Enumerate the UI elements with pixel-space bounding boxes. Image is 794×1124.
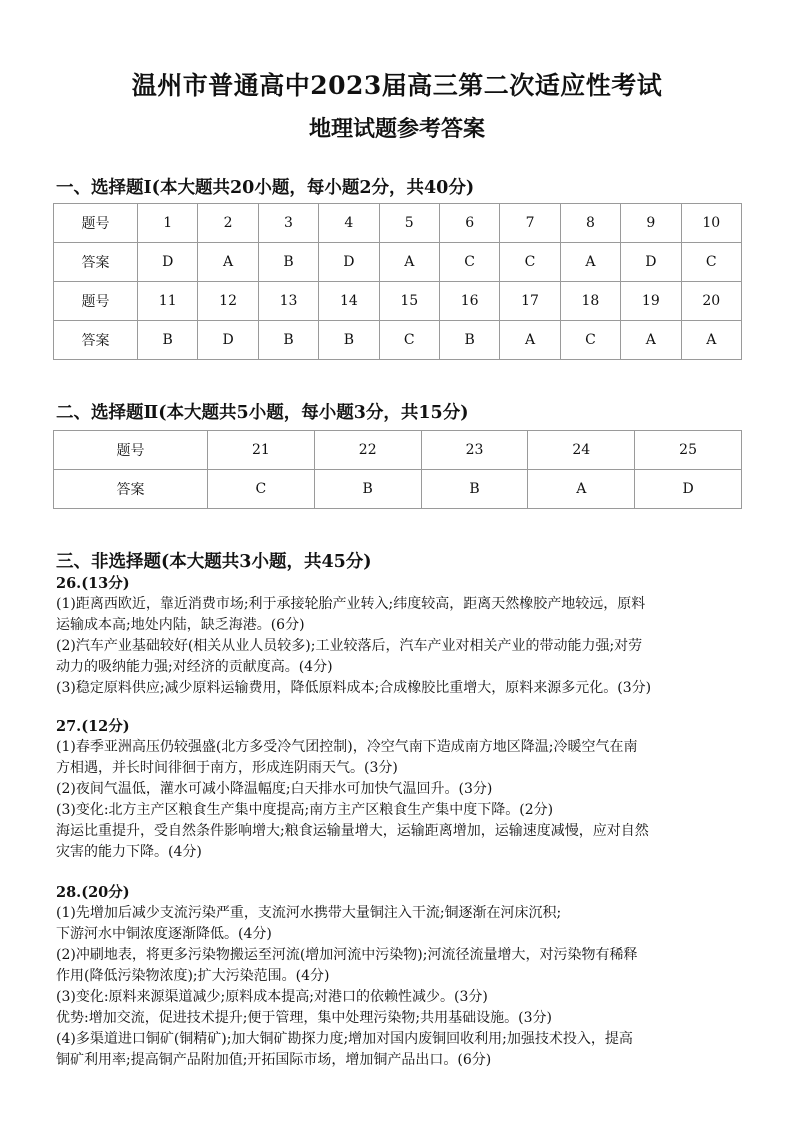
question-number: 21 bbox=[208, 431, 315, 470]
answer-cell: A bbox=[681, 321, 741, 360]
answer-line: (3)稳定原料供应;减少原料运输费用，降低原料成本;合成橡胶比重增大，原料来源多元化。(3分) bbox=[56, 680, 652, 696]
question-number: 10 bbox=[681, 204, 741, 243]
question-number: 12 bbox=[198, 282, 258, 321]
question-number: 11 bbox=[138, 282, 198, 321]
question-28 bbox=[56, 882, 746, 1071]
answer-cell: B bbox=[421, 470, 528, 509]
table-row bbox=[54, 470, 742, 509]
answer-line: 动力的吸纳能力强;对经济的贡献度高。(4分) bbox=[56, 659, 333, 675]
question-number: 9 bbox=[621, 204, 681, 243]
answer-cell: C bbox=[500, 243, 560, 282]
answer-line: 方相遇，并长时间徘徊于南方，形成连阴雨天气。(3分) bbox=[56, 760, 398, 776]
row-label: 题号 bbox=[54, 204, 138, 243]
row-label: 答案 bbox=[54, 321, 138, 360]
answer-cell: B bbox=[258, 243, 318, 282]
question-number: 23 bbox=[421, 431, 528, 470]
row-label: 题号 bbox=[54, 431, 208, 470]
answer-line: (1)春季亚洲高压仍较强盛(北方多受冷气团控制)，冷空气南下造成南方地区降温;冷暖空气在南 bbox=[56, 739, 638, 755]
question-number: 18 bbox=[560, 282, 620, 321]
section3-heading: 三、非选择题(本大题共3小题，共45分) bbox=[56, 552, 372, 572]
table-row bbox=[54, 243, 742, 282]
answer-line: (3)变化:原料来源渠道减少;原料成本提高;对港口的依赖性减少。(3分) bbox=[56, 989, 488, 1005]
answer-line: (2)夜间气温低，灌水可减小降温幅度;白天排水可加快气温回升。(3分) bbox=[56, 781, 493, 797]
answer-cell: A bbox=[198, 243, 258, 282]
section1-heading: 一、选择题Ⅰ(本大题共20小题，每小题2分，共40分) bbox=[56, 178, 475, 198]
answer-line: (1)先增加后减少支流污染严重，支流河水携带大量铜注入干流;铜逐渐在河床沉积; bbox=[56, 905, 562, 921]
answer-cell: D bbox=[319, 243, 379, 282]
answer-cell: B bbox=[258, 321, 318, 360]
row-label: 答案 bbox=[54, 470, 208, 509]
answer-cell: B bbox=[319, 321, 379, 360]
answer-cell: A bbox=[379, 243, 439, 282]
answer-line: (3)变化:北方主产区粮食生产集中度提高;南方主产区粮食生产集中度下降。(2分) bbox=[56, 802, 554, 818]
question-number: 1 bbox=[138, 204, 198, 243]
question-number: 22 bbox=[314, 431, 421, 470]
question-number: 6 bbox=[439, 204, 499, 243]
question-number: 3 bbox=[258, 204, 318, 243]
answer-cell: D bbox=[621, 243, 681, 282]
question-title: 26.(13分) bbox=[56, 575, 130, 592]
answer-line: (2)汽车产业基础较好(相关从业人员较多);工业较落后，汽车产业对相关产业的带动能力强;对劳 bbox=[56, 638, 643, 654]
answer-cell: C bbox=[208, 470, 315, 509]
question-number: 14 bbox=[319, 282, 379, 321]
question-number: 20 bbox=[681, 282, 741, 321]
answer-cell: C bbox=[681, 243, 741, 282]
answer-cell: B bbox=[314, 470, 421, 509]
section2-answer-table bbox=[53, 430, 742, 509]
answer-cell: B bbox=[439, 321, 499, 360]
answer-line: 灾害的能力下降。(4分) bbox=[56, 844, 202, 860]
table-row bbox=[54, 321, 742, 360]
exam-title: 温州市普通高中2023届高三第二次适应性考试 bbox=[131, 71, 663, 100]
answer-cell: C bbox=[379, 321, 439, 360]
section1-answer-table bbox=[53, 203, 742, 360]
question-number: 15 bbox=[379, 282, 439, 321]
answer-cell: D bbox=[138, 243, 198, 282]
question-26 bbox=[56, 573, 746, 699]
question-number: 19 bbox=[621, 282, 681, 321]
question-title: 28.(20分) bbox=[56, 884, 130, 901]
answer-line: 运输成本高;地处内陆，缺乏海港。(6分) bbox=[56, 617, 305, 633]
answer-line: (2)冲刷地表，将更多污染物搬运至河流(增加河流中污染物);河流径流量增大，对污染物有稀释 bbox=[56, 947, 638, 963]
question-number: 25 bbox=[635, 431, 742, 470]
question-number: 24 bbox=[528, 431, 635, 470]
answer-cell: C bbox=[560, 321, 620, 360]
answer-line: 优势:增加交流，促进技术提升;便于管理，集中处理污染物;共用基础设施。(3分) bbox=[56, 1010, 552, 1026]
answer-line: 下游河水中铜浓度逐渐降低。(4分) bbox=[56, 926, 272, 942]
question-number: 13 bbox=[258, 282, 318, 321]
exam-subtitle: 地理试题参考答案 bbox=[308, 116, 485, 142]
question-number: 17 bbox=[500, 282, 560, 321]
question-number: 16 bbox=[439, 282, 499, 321]
answer-cell: A bbox=[528, 470, 635, 509]
question-27 bbox=[56, 716, 746, 863]
question-number: 8 bbox=[560, 204, 620, 243]
answer-cell: A bbox=[621, 321, 681, 360]
table-row bbox=[54, 431, 742, 470]
table-row bbox=[54, 204, 742, 243]
row-label: 题号 bbox=[54, 282, 138, 321]
answer-line: 海运比重提升，受自然条件影响增大;粮食运输量增大，运输距离增加，运输速度减慢，应对自然 bbox=[56, 823, 649, 839]
answer-cell: C bbox=[439, 243, 499, 282]
row-label: 答案 bbox=[54, 243, 138, 282]
answer-line: (4)多渠道进口铜矿(铜精矿);加大铜矿勘探力度;增加对国内废铜回收利用;加强技术投入，提高 bbox=[56, 1031, 633, 1047]
table-row bbox=[54, 282, 742, 321]
question-number: 4 bbox=[319, 204, 379, 243]
question-number: 2 bbox=[198, 204, 258, 243]
answer-cell: A bbox=[500, 321, 560, 360]
answer-line: 铜矿利用率;提高铜产品附加值;开拓国际市场，增加铜产品出口。(6分) bbox=[56, 1052, 492, 1068]
answer-line: 作用(降低污染物浓度);扩大污染范围。(4分) bbox=[56, 968, 330, 984]
question-title: 27.(12分) bbox=[56, 718, 130, 735]
section2-heading: 二、选择题Ⅱ(本大题共5小题，每小题3分，共15分) bbox=[56, 403, 469, 423]
answer-line: (1)距离西欧近，靠近消费市场;利于承接轮胎产业转入;纬度较高，距离天然橡胶产地较远，原料 bbox=[56, 596, 646, 612]
answer-cell: B bbox=[138, 321, 198, 360]
answer-cell: D bbox=[198, 321, 258, 360]
answer-cell: A bbox=[560, 243, 620, 282]
question-number: 7 bbox=[500, 204, 560, 243]
answer-cell: D bbox=[635, 470, 742, 509]
question-number: 5 bbox=[379, 204, 439, 243]
